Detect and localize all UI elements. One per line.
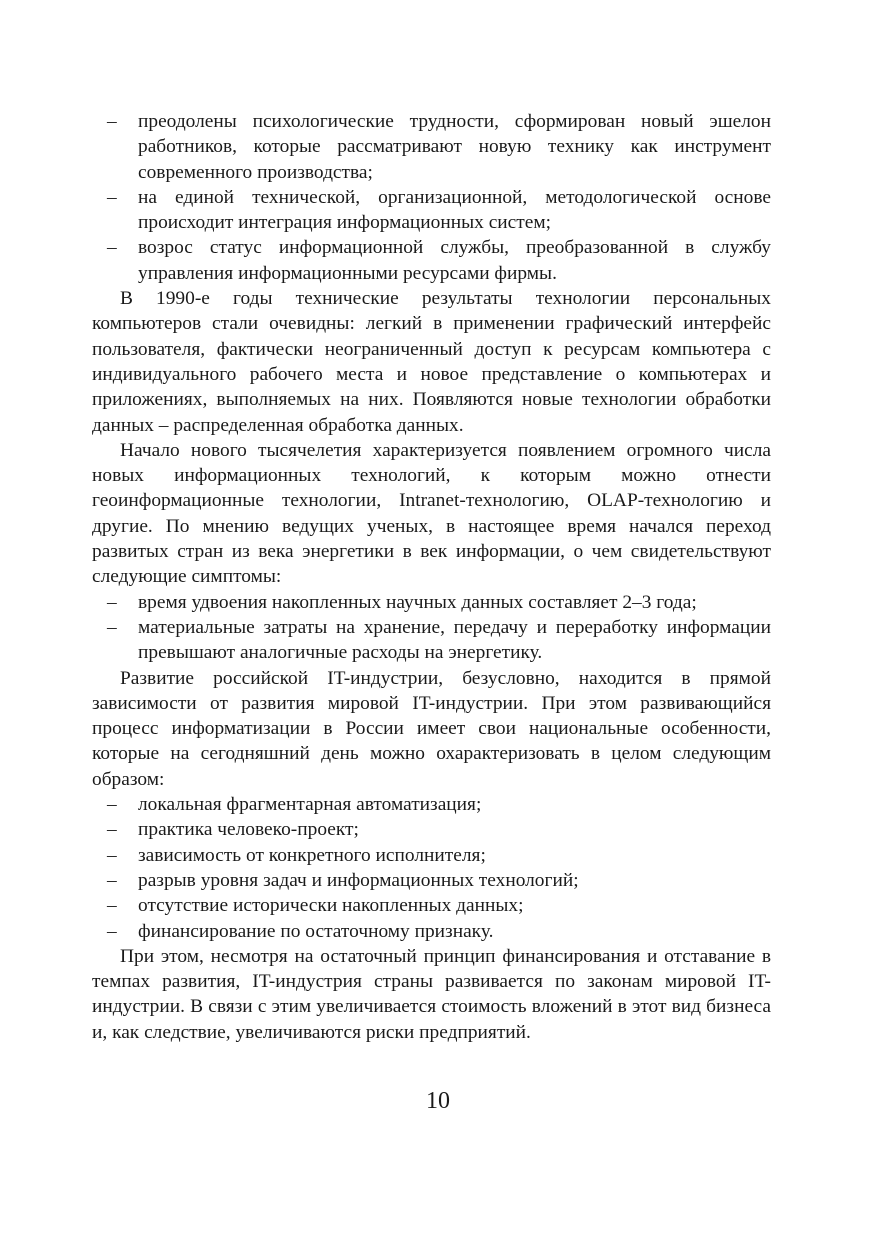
page-number: 10 xyxy=(426,1088,450,1114)
list-item xyxy=(92,817,771,842)
dash-bullet: – xyxy=(107,895,117,917)
dash-bullet: – xyxy=(107,591,117,613)
paragraph-new-millennium: Начало нового тысячелетия характеризуется появлением огромного числа новых информационных технологий, к которым можно отнести геоинформационные технологии, Intranet-технологию, OLAP-технологию и другие. По мнению ведущих ученых, в настоящее время начался переход развитых стран из века энергетики в век информации, о чем свидетельствуют следующие симптомы: xyxy=(92,439,771,588)
paragraph-russian-it: Развитие российской IT-индустрии, безусловно, находится в прямой зависимости от развития мировой IT-индустрии. При этом развивающийся процесс информатизации в России имеет свои национальные особенности, которые на сегодняшний день можно охарактеризовать в целом следующим образом: xyxy=(92,667,771,790)
list-item-text: практика человеко-проект; xyxy=(138,819,359,841)
symptoms-list-1 xyxy=(92,109,771,286)
list-item-text: разрыв уровня задач и информационных технологий; xyxy=(138,869,579,891)
list-item xyxy=(92,843,771,868)
dash-bullet: – xyxy=(107,111,117,132)
list-item-text: преодолены психологические трудности, сформирован новый эшелон работников, которые рассматривают новую технику как инструмент современного производства; xyxy=(138,111,771,183)
list-item xyxy=(92,868,771,893)
dash-bullet: – xyxy=(107,186,117,208)
dash-bullet: – xyxy=(107,237,117,259)
list-item xyxy=(92,615,771,666)
paragraph-1990s: В 1990-е годы технические результаты технологии персональных компьютеров стали очевидны: легкий в применении графический интерфейс пользователя, фактически неограниченный доступ к ресурсам компьютера с индивидуального рабочего места и новое представление о компьютерах и приложениях, выполняемых на них. Появляются новые технологии обработки данных – распределенная обработка данных. xyxy=(92,288,771,436)
list-item-text: финансирование по остаточному признаку. xyxy=(138,920,494,942)
features-list xyxy=(92,792,771,944)
list-item xyxy=(92,792,771,817)
list-item xyxy=(92,185,771,236)
list-item xyxy=(92,590,771,615)
list-item-text: на единой технической, организационной, методологической основе происходит интеграция информационных систем; xyxy=(138,186,771,234)
dash-bullet: – xyxy=(107,920,117,942)
dash-bullet: – xyxy=(107,616,117,638)
page-body xyxy=(92,109,771,1045)
list-item-text: отсутствие исторически накопленных данных; xyxy=(138,895,524,917)
list-item-text: время удвоения накопленных научных данных составляет 2–3 года; xyxy=(138,591,697,613)
paragraph-conclusion: При этом, несмотря на остаточный принцип финансирования и отставание в темпах развития, IT-индустрия страны развивается по законам мировой IT-индустрии. В связи с этим увеличивается стоимость вложений в этот вид бизнеса и, как следствие, увеличиваются риски предприятий. xyxy=(92,945,771,1043)
dash-bullet: – xyxy=(107,794,117,816)
dash-bullet: – xyxy=(107,844,117,866)
list-item xyxy=(92,235,771,286)
list-item xyxy=(92,109,771,185)
list-item-text: возрос статус информационной службы, преобразованной в службу управления информационными ресурсами фирмы. xyxy=(138,237,771,284)
dash-bullet: – xyxy=(107,819,117,841)
dash-bullet: – xyxy=(107,869,117,891)
list-item-text: материальные затраты на хранение, передачу и переработку информации превышают аналогичные расходы на энергетику. xyxy=(138,616,771,664)
list-item xyxy=(92,893,771,918)
list-item-text: локальная фрагментарная автоматизация; xyxy=(138,794,482,816)
list-item-text: зависимость от конкретного исполнителя; xyxy=(138,844,486,866)
list-item xyxy=(92,919,771,944)
symptoms-list-2 xyxy=(92,590,771,666)
